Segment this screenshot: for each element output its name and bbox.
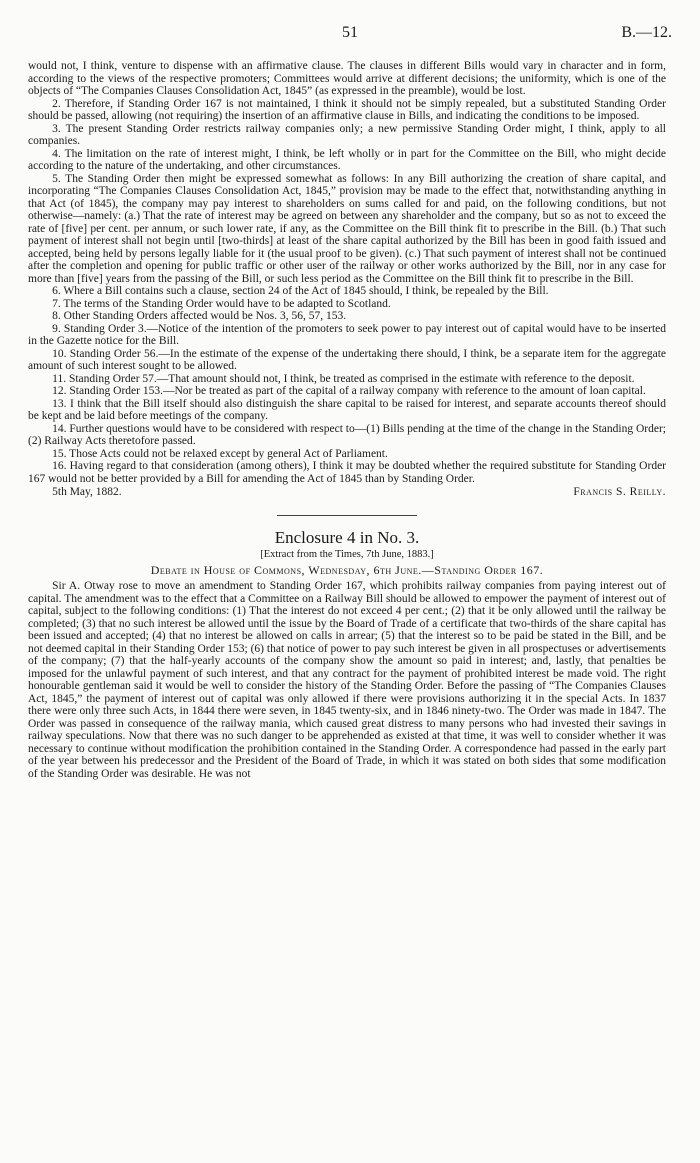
signature-line xyxy=(28,485,666,499)
memo-paragraph-7: 8. Other Standing Orders affected would be Nos. 3, 56, 57, 153. xyxy=(52,310,347,322)
memo-paragraph-10: 11. Standing Order 57.—That amount should not, I think, be treated as comprised in the estimate with reference to the deposit. xyxy=(52,372,635,385)
debate-body: Sir A. Otway rose to move an amendment to Standing Order 167, which prohibits railway companies from paying interest out of capital. The amendment was to the effect that a Committee on a Railway Bill should be allowed to empower the payment of interest out of capital, subject to the following conditions: (1) That the interest do not exceed 4 per cent.; (2) that it be only allowed until the railway be completed; (3) that no such interest be allowed until the issue by the Board of Trade of a certificate that two-thirds of the share capital has been issued and accepted; (4) that no interest be allowed on calls in arrear; (5) that the interest so to be paid be stated in the Bill, and be not deemed capital in their Standing Order 153; (6) that notice of power to pay such interest be given in all prospectuses or advertisements of the company; (7) that the half-yearly accounts of the company show the amount so paid in interest; and, lastly, that penalties be imposed for the unlawful payment of such interest, and that any contract for the payment of prohibited interest be made void. The right honourable gentleman said it would be well to consider the history of the Standing Order. Before the passing of “The Companies Clauses Act, 1845,” the payment of interest out of capital was only allowed if there were provisions authorizing it in the special Acts. In 1837 there were only three such Acts, in 1844 there were seven, in 1845 twenty-six, and in 1846 ninety-two. The Order was made in 1847. The Order was passed in consequence of the railway mania, which caused great distress to many persons who had invested their savings in railway speculations. Now that there was no such danger to be apprehended as existed at that time, it was well to consider whether it was necessary to continue without modification the prohibition contained in the Standing Order. A correspondence had passed in the early part of the year between his predecessor and the President of the Board of Trade, in which it was stated on both sides that some modification of the Standing Order was desirable. He was not xyxy=(28,580,666,780)
document-reference: B.—12. xyxy=(621,24,672,41)
memo-paragraph-8: 9. Standing Order 3.—Notice of the intention of the promoters to seek power to pay interest out of capital would have to be inserted in the Gazette notice for the Bill. xyxy=(28,322,666,347)
memo-paragraph-2: 3. The present Standing Order restricts railway companies only; a new permissive Standing Order might, I think, apply to all companies. xyxy=(28,122,666,147)
memo-signature: Francis S. Reilly. xyxy=(573,486,666,498)
memo-paragraph-3: 4. The limitation on the rate of interest might, I think, be left wholly or in part for the Committee on the Bill, who might decide according to the nature of the undertaking, and other circumstances. xyxy=(28,147,666,172)
page-number: 51 xyxy=(342,24,358,41)
enclosure-title: Enclosure 4 in No. 3. xyxy=(274,528,420,547)
page-header xyxy=(0,24,700,46)
debate-heading: Debate in House of Commons, Wednesday, 6th June.—Standing Order 167. xyxy=(150,563,544,577)
memo-paragraph-13: 14. Further questions would have to be considered with respect to—(1) Bills pending at the time of the change in the Standing Order; (2) Railway Acts theretofore passed. xyxy=(28,422,666,447)
memo-paragraph-1: 2. Therefore, if Standing Order 167 is not maintained, I think it should not be simply repealed, but a substituted Standing Order should be passed, allowing (not requiring) the insertion of an affirmative clause in Bills, and indicating the conditions to be imposed. xyxy=(28,97,666,122)
memo-date: 5th May, 1882. xyxy=(52,486,122,498)
memo-paragraph-14: 15. Those Acts could not be relaxed except by general Act of Parliament. xyxy=(52,447,388,460)
memo-paragraph-5: 6. Where a Bill contains such a clause, section 24 of the Act of 1845 should, I think, be repealed by the Bill. xyxy=(52,285,549,297)
memo-paragraph-9: 10. Standing Order 56.—In the estimate of the expense of the undertaking there should, I think, be a separate item for the aggregate amount of such interest sought to be allowed. xyxy=(28,347,666,372)
section-divider xyxy=(277,515,417,516)
memo-paragraph-0: would not, I think, venture to dispense with an affirmative clause. The clauses in different Bills would vary in character and in form, according to the views of the respective promoters; Committees would arrive at different decisions; the uniformity, which is one of the objects of “The Companies Clauses Consolidation Act, 1845” (as expressed in the preamble), would be lost. xyxy=(28,60,666,97)
memo-paragraph-6: 7. The terms of the Standing Order would have to be adapted to Scotland. xyxy=(52,297,391,310)
memo-paragraph-12: 13. I think that the Bill itself should also distinguish the share capital to be raised for interest, and separate accounts thereof should be kept and be laid before meetings of the company. xyxy=(28,397,666,422)
memo-paragraph-4: 5. The Standing Order then might be expressed somewhat as follows: In any Bill authorizing the creation of share capital, and incorporating “The Companies Clauses Consolidation Act, 1845,” provision may be made to the effect that, notwithstanding anything in that Act (of 1845), the company may pay interest to shareholders on sums called for and paid, on the following conditions, but not otherwise—namely: (a.) That the rate of interest may be agreed on between any shareholder and the company, but so as not to exceed the rate of [five] per cent. per annum, or such lower rate, if any, as the Committee on the Bill think fit to prescribe in the Bill. (b.) That such payment of interest shall not begin until [two-thirds] at least of the share capital authorized by the Bill has been in good faith issued and accepted, being held by persons legally liable for it (the usual proof to be given). (c.) That such payment of interest shall not be continued after the completion and opening for public traffic or other user of the railway or other works authorized by the Bill, nor in any case for more than [five] years from the passing of the Bill, or such less period as the Committee on the Bill think fit to prescribe in the Bill. xyxy=(28,172,666,285)
memo-paragraph-11: 12. Standing Order 153.—Nor be treated as part of the capital of a railway company with reference to the amount of loan capital. xyxy=(52,385,646,397)
memo-paragraph-15: 16. Having regard to that consideration (among others), I think it may be doubted whether the required substitute for Standing Order 167 would not be better provided by a Bill for amending the Act of 1845 than by Standing Order. xyxy=(28,460,666,485)
page-body xyxy=(28,60,666,780)
extract-note: [Extract from the Times, 7th June, 1883.] xyxy=(260,549,434,560)
